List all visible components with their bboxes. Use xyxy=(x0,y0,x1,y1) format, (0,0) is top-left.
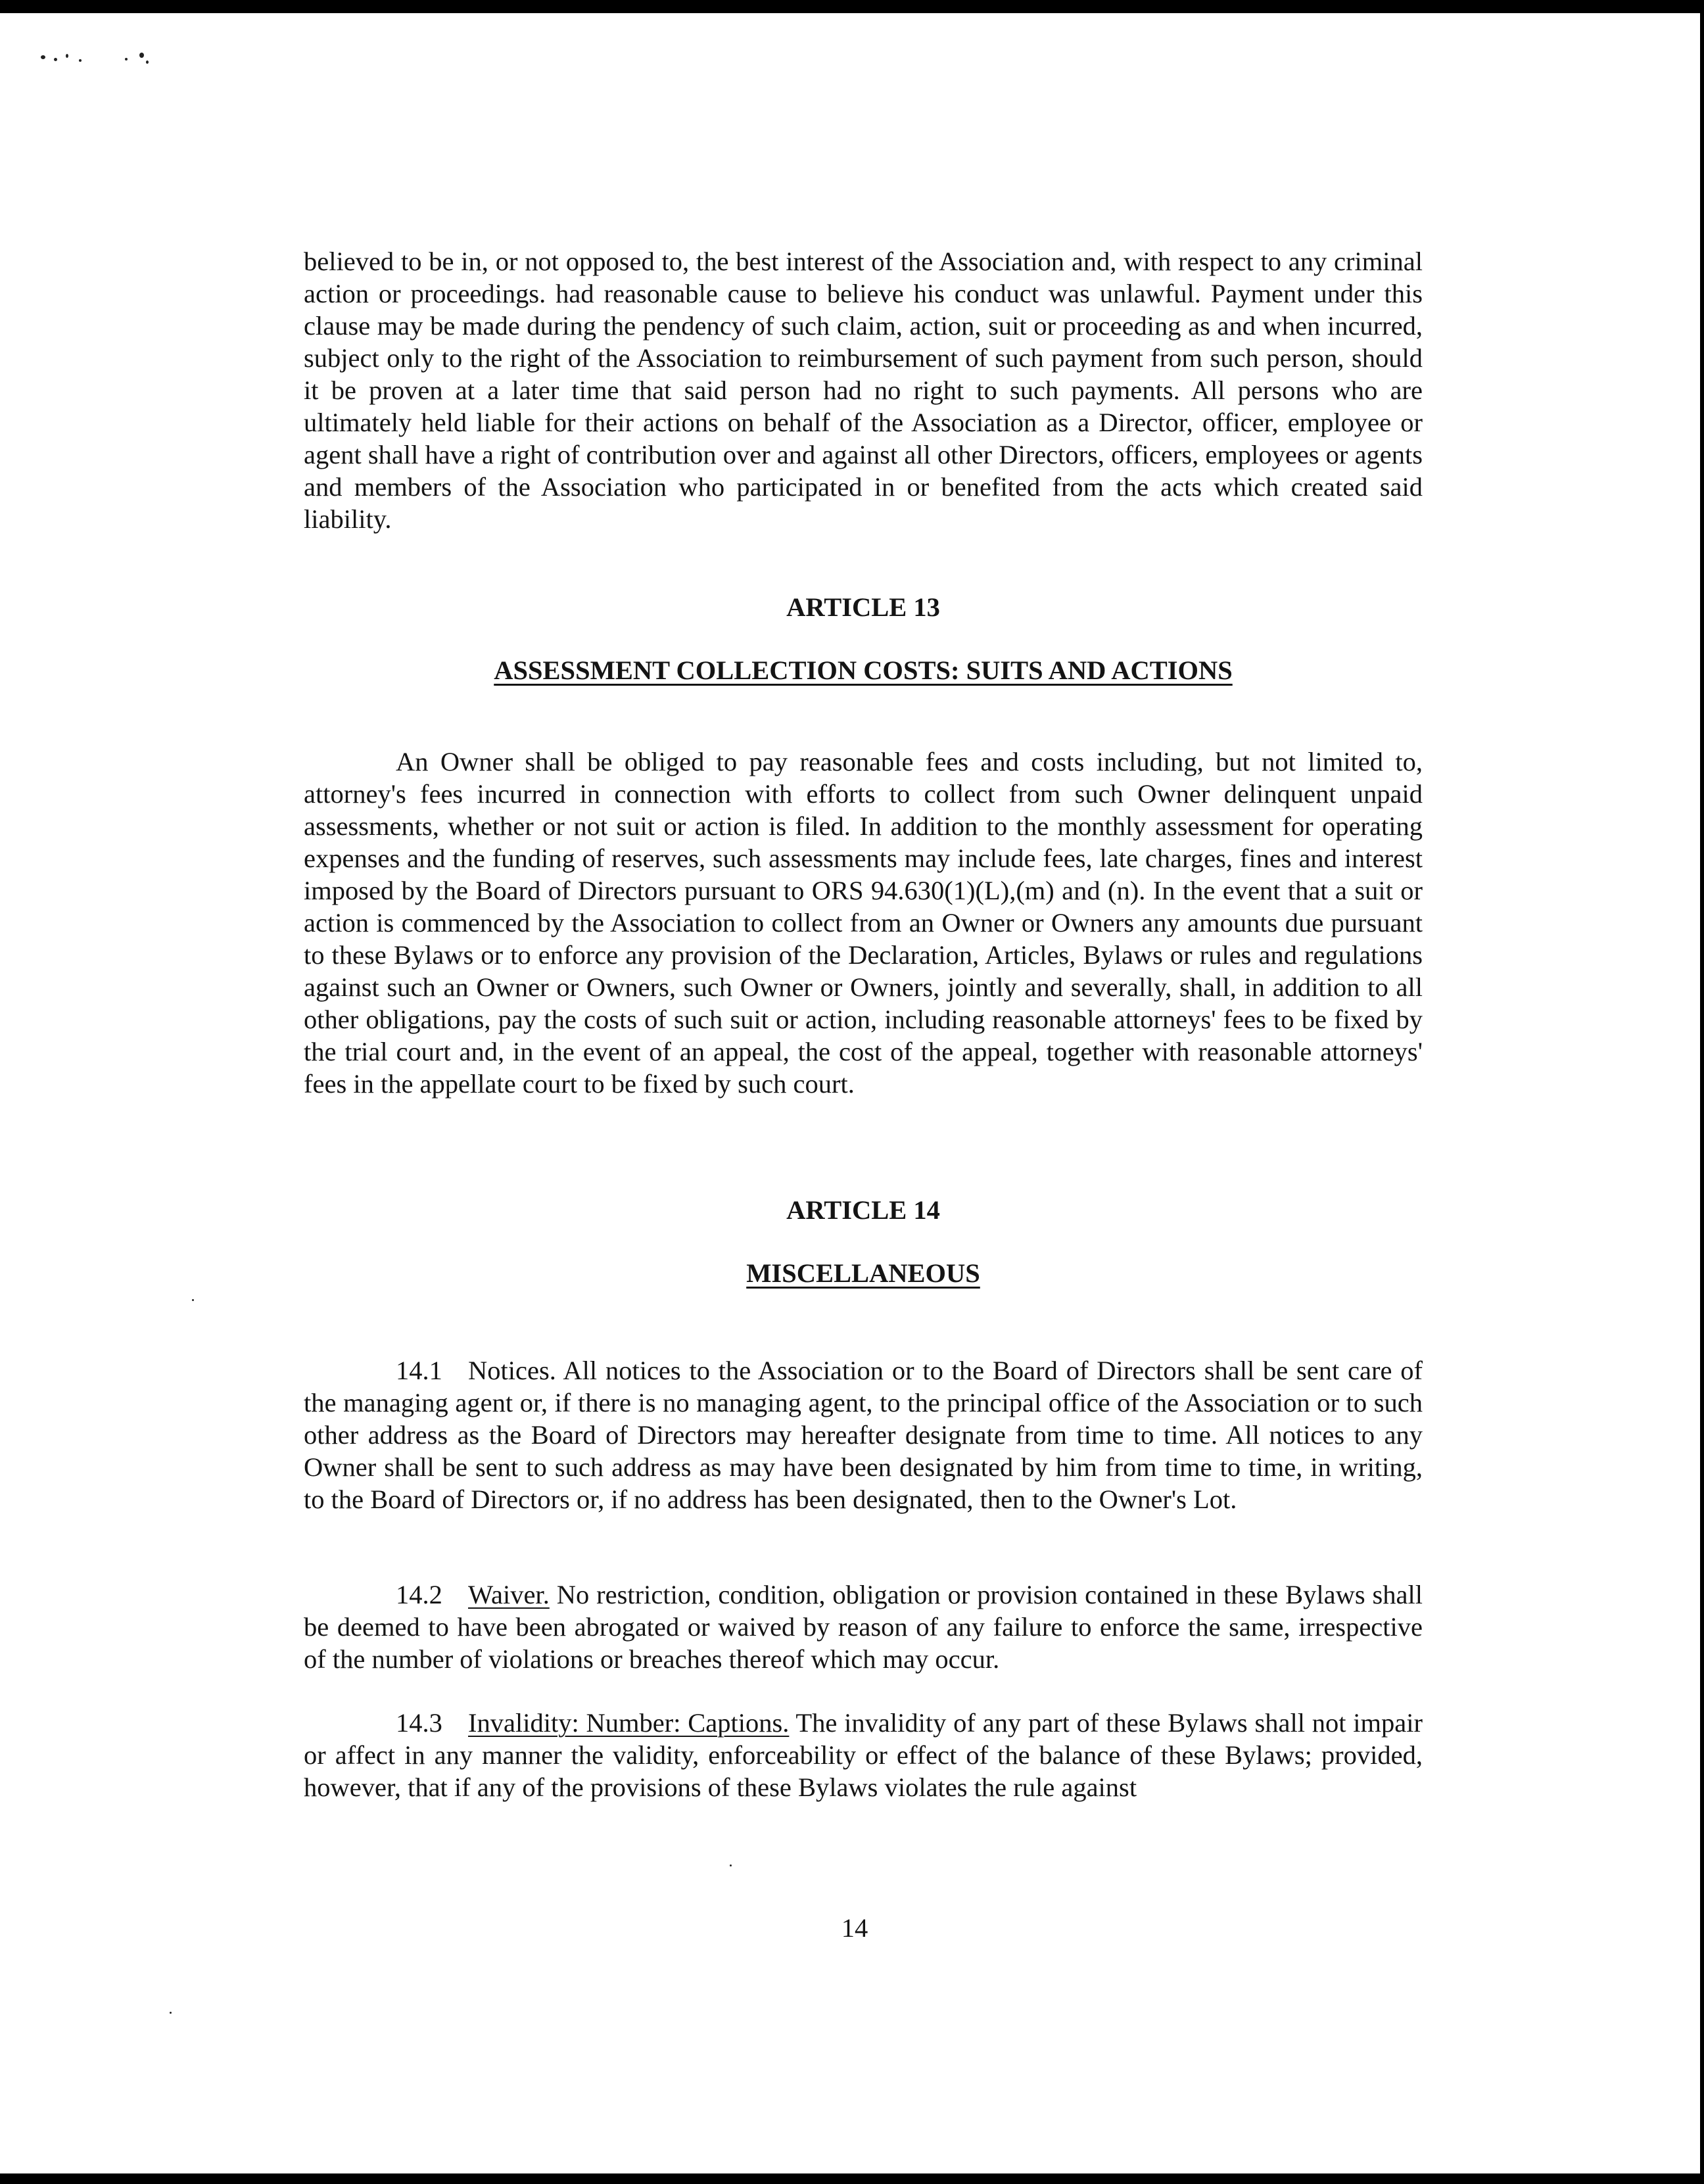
article-13-number: ARTICLE 13 xyxy=(786,592,940,622)
scan-border-bottom xyxy=(0,2173,1704,2184)
article-13-body: An Owner shall be obliged to pay reasonable fees and costs including, but not limited to, attorney's fees incurred in connection with efforts to collect from such Owner delinquent unpaid assessments, whether or not suit or action is filed. In addition to the monthly assessment for operating expenses and the funding of reserves, such assessments may include fees, late charges, fines and interest imposed by the Board of Directors pursuant to ORS 94.630(1)(L),(m) and (n). In the event that a suit or action is commenced by the Association to collect from an Owner or Owners any amounts due pursuant to these Bylaws or to enforce any provision of the Declaration, Articles, Bylaws or rules and regulations against such an Owner or Owners, such Owner or Owners, jointly and severally, shall, in addition to all other obligations, pay the costs of such suit or action, including reasonable attorneys' fees to be fixed by the trial court and, in the event of an appeal, the cost of the appeal, together with reasonable attorneys' fees in the appellate court to be fixed by such court. xyxy=(304,747,1423,1099)
section-number: 14.3 xyxy=(396,1708,442,1738)
section-heading: Invalidity: Number: Captions. xyxy=(468,1708,790,1738)
section-14-1 xyxy=(304,1354,1423,1515)
section-body: No restriction, condition, obligation or provision contained in these Bylaws shall be deemed to have been abrogated or waived by reason of any failure to enforce the same, irrespective of the number of violations or breaches thereof which may occur. xyxy=(304,1580,1423,1674)
page-number: 14 xyxy=(841,1913,868,1943)
section-14-3 xyxy=(304,1707,1423,1803)
article-13-title xyxy=(304,654,1423,686)
scan-border-right xyxy=(1700,0,1704,2184)
article-14-title-text: MISCELLANEOUS xyxy=(746,1258,980,1288)
section-14-2 xyxy=(304,1579,1423,1675)
intro-paragraph: believed to be in, or not opposed to, the best interest of the Association and, with respect to any criminal action or proceedings. had reasonable cause to believe his conduct was unlawful. Payment under this clause may be made during the pendency of such claim, action, suit or proceeding as and when incurred, subject only to the right of the Association to reimbursement of such payment from such person, should it be proven at a later time that said person had no right to such payments. All persons who are ultimately held liable for their actions on behalf of the Association as a Director, officer, employee or agent shall have a right of contribution over and against all other Directors, officers, employees or agents and members of the Association who participated in or benefited from the acts which created said liability. xyxy=(304,247,1423,534)
section-body: Notices. All notices to the Association or to the Board of Directors shall be sent care of the managing agent or, if there is no managing agent, to the principal office of the Association or to such other address as the Board of Directors may hereafter designate from time to time. All notices to any Owner shall be sent to such address as may have been designated by him from time to time, in writing, to the Board of Directors or, if no address has been designated, then to the Owner's Lot. xyxy=(304,1356,1423,1514)
scan-border-top xyxy=(0,0,1704,13)
section-number: 14.2 xyxy=(396,1580,442,1609)
section-number: 14.1 xyxy=(396,1356,442,1385)
section-heading: Waiver. xyxy=(468,1580,550,1609)
section-body: The invalidity of any part of these Bylaws shall not impair or affect in any manner the validity, enforceability or effect of the balance of these Bylaws; provided, however, that if any of the provisions of these Bylaws violates the rule against xyxy=(304,1708,1423,1802)
article-13-title-text: ASSESSMENT COLLECTION COSTS: SUITS AND ACTIONS xyxy=(494,655,1233,685)
article-14-number: ARTICLE 14 xyxy=(786,1195,940,1225)
article-14-title xyxy=(304,1257,1423,1289)
